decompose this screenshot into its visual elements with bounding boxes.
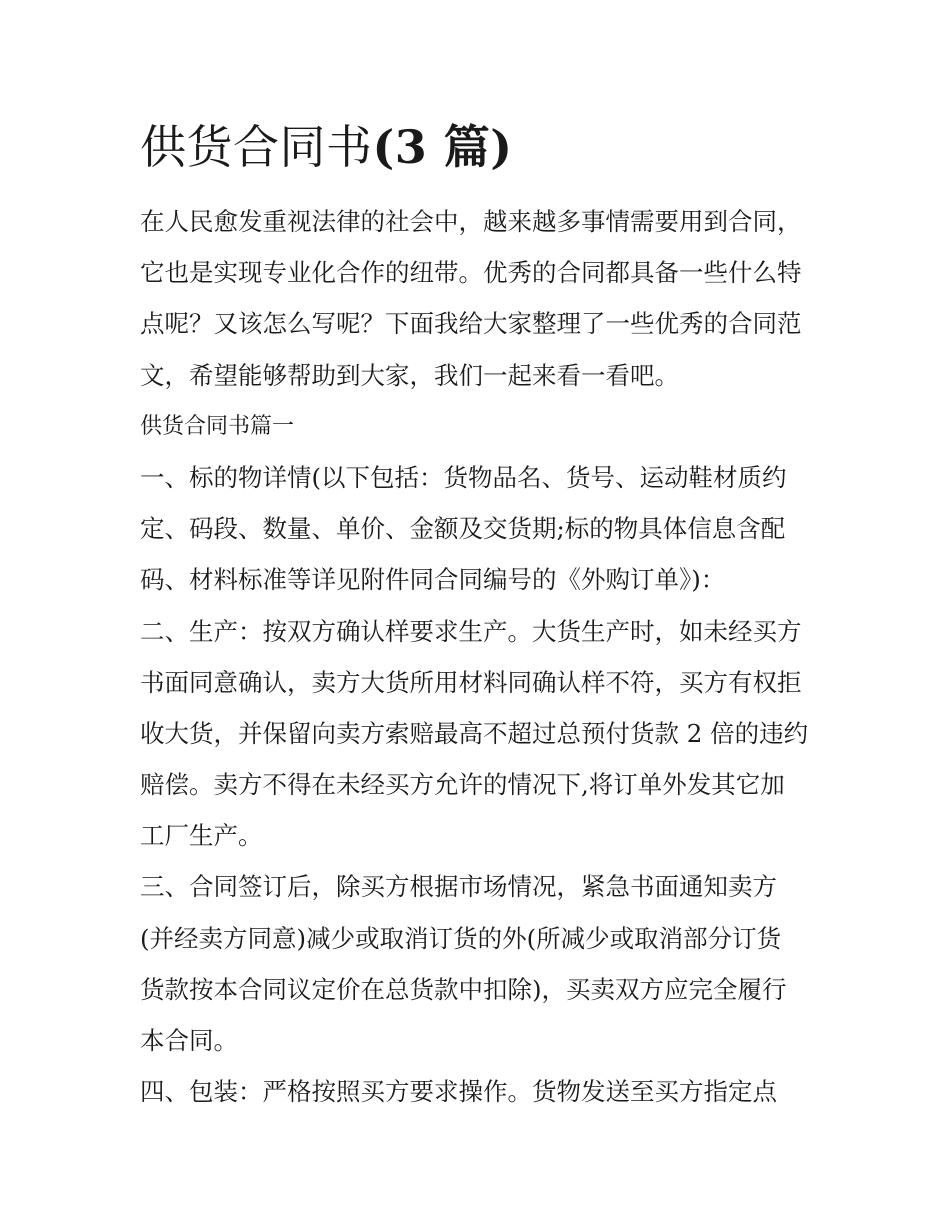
- section-heading: 供货合同书篇一: [140, 413, 295, 439]
- paragraph-line: 四、包装：严格按照买方要求操作。货物发送至买方指定点: [140, 1077, 777, 1107]
- document-title-count: (3 篇): [372, 120, 513, 174]
- paragraph-line: 收大货，并保留向卖方索赔最高不超过总预付货款 2 倍的违约: [140, 718, 809, 748]
- paragraph-line: 定、码段、数量、单价、金额及交货期;标的物具体信息含配: [140, 514, 786, 544]
- document-body: [140, 196, 840, 1117]
- paragraph-line: 码、材料标准等详见附件同合同编号的《外购订单》)：: [140, 565, 726, 595]
- paragraph-line: 三、合同签订后，除买方根据市场情况，紧急书面通知卖方: [140, 872, 777, 902]
- paragraph-line: 文，希望能够帮助到大家，我们一起来看一看吧。: [140, 360, 679, 390]
- document-title: [140, 112, 513, 182]
- paragraph-line: 赔偿。卖方不得在未经买方允许的情况下,将订单外发其它加: [140, 770, 785, 800]
- paragraph-line: 书面同意确认，卖方大货所用材料同确认样不符，买方有权拒: [140, 667, 802, 697]
- paragraph-line: 工厂生产。: [140, 821, 263, 851]
- paragraph-line: 二、生产：按双方确认样要求生产。大货生产时，如未经买方: [140, 616, 802, 646]
- paragraph-line: 货款按本合同议定价在总货款中扣除)，买卖双方应完全履行: [140, 974, 787, 1004]
- paragraph-line: (并经卖方同意)减少或取消订货的外(所减少或取消部分订货: [140, 923, 782, 953]
- document-title-text: 供货合同书: [140, 120, 373, 174]
- paragraph-line: 一、标的物详情(以下包括：货物品名、货号、运动鞋材质约: [140, 462, 787, 492]
- paragraph-line: 本合同。: [140, 1026, 238, 1055]
- paragraph-line: 在人民愈发重视法律的社会中，越来越多事情需要用到合同，: [140, 207, 802, 236]
- paragraph-line: 点呢？又该怎么写呢？下面我给大家整理了一些优秀的合同范: [140, 309, 802, 339]
- paragraph-line: 它也是实现专业化合作的纽带。优秀的合同都具备一些什么特: [140, 258, 802, 288]
